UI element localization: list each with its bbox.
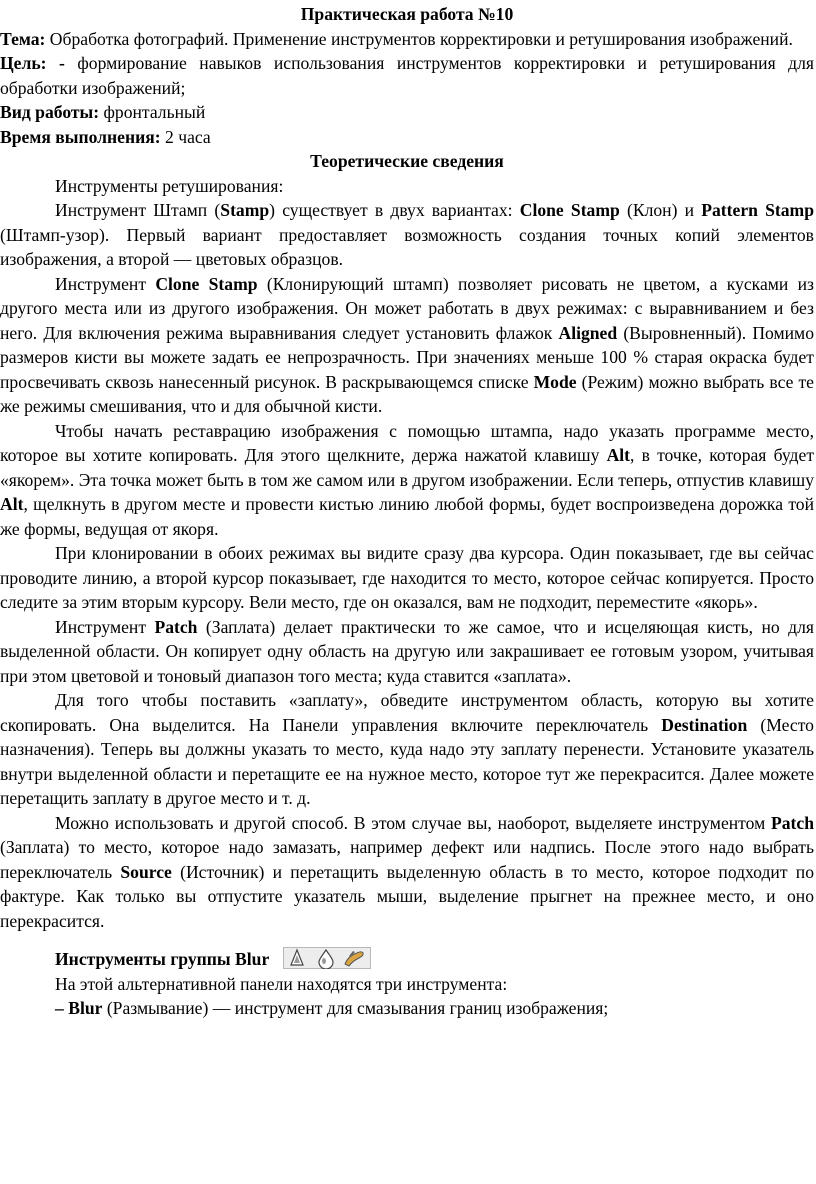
term-stamp: Stamp (220, 200, 270, 220)
paragraph-stamp (0, 198, 814, 272)
text-run: Инструмент (55, 616, 155, 637)
paragraph-destination (0, 688, 814, 811)
term-mode: Mode (533, 371, 577, 392)
time-label: Время выполнения: (0, 126, 161, 147)
time-line (0, 125, 814, 150)
work-type-label: Вид работы: (0, 102, 100, 122)
term-pattern-stamp: Pattern Stamp (701, 200, 814, 220)
text-run: (Размывание) — инструмент для смазывания границ изображения; (102, 998, 609, 1018)
term-patch: Patch (771, 812, 814, 833)
text-run: (Клонирующий штамп) позволяет рисовать не цветом, а кусками из другого места или из другого изображения. Он может работать в двух режимах: с выравниванием и без него. Для включения режима выравнивания следует установить флажок (0, 273, 814, 343)
text-run: (Заплата) то место, которое надо замазать, например дефект или надпись. После этого надо выбрать переключатель (0, 837, 814, 882)
term-aligned: Aligned (558, 322, 618, 343)
goal-text: формирование навыков использования инструментов корректировки и ретуширования для обработки изображений; (0, 53, 814, 98)
text-run: (Режим) можно выбрать все те же режимы смешивания, что и для обычной кисти. (0, 371, 814, 416)
term-source: Source (120, 861, 172, 882)
blur-toolbar-image (283, 947, 371, 969)
term-alt: Alt (606, 445, 631, 465)
term-clone-stamp: Clone Stamp (155, 273, 258, 294)
work-type-text: фронтальный (99, 102, 206, 122)
text-run: Чтобы начать реставрацию изображения с помощью штампа, надо указать программе место, которое вы хотите копировать. Для этого щелкните, держа нажатой клавишу (0, 420, 814, 465)
list-dash: – (55, 998, 69, 1018)
list-item-blur (0, 996, 814, 1021)
text-run: Инструмент (55, 273, 156, 294)
topic-label: Тема: (0, 28, 46, 49)
text-run: Инструмент Штамп ( (55, 200, 221, 220)
section-title: Теоретические сведения (310, 151, 504, 171)
text-run: ) существует в двух вариантах: (269, 200, 520, 220)
text-run: , в точке, которая будет «якорем». Эта точка может быть в том же самом или в другом изображении. Если теперь, отпустив клавишу (0, 445, 815, 490)
term-alt: Alt (0, 494, 24, 514)
term-clone-stamp: Clone Stamp (519, 200, 620, 220)
paragraph-panel: На этой альтернативной панели находятся три инструмента: (55, 973, 508, 994)
paragraph-source (0, 811, 814, 934)
text-run: Можно использовать и другой способ. В этом случае вы, наоборот, выделяете инструментом (55, 812, 771, 833)
document-title: Практическая работа №10 (300, 4, 514, 24)
blur-heading-text: Инструменты группы Blur (55, 949, 270, 969)
topic-text: Обработка фотографий. Применение инструментов корректировки и ретуширования изображений. (45, 28, 793, 49)
time-text: 2 часа (160, 126, 211, 147)
text-run: (Выровненный). Помимо размеров кисти вы можете задать ее непрозрачность. При значениях меньше 100 % старая окраска будет просвечивать сквозь нанесенный рисунок. В раскрывающемся списке (0, 322, 814, 392)
text-run: (Место назначения). Теперь вы должны указать то место, куда надо эту заплату перенести. Установите указатель внутри выделенной области и перетащите ее на нужное место, которое тут же перекрасится. Далее можете перетащить заплату в другое место и т. д. (0, 714, 814, 808)
topic-line (0, 27, 814, 52)
paragraph-clone-stamp (0, 272, 814, 419)
text-run: (Клон) и (619, 200, 702, 220)
paragraph-intro: Инструменты ретуширования: (55, 175, 284, 196)
text-run: (Источник) и перетащить выделенную область в то место, которое подходит по фактуре. Как только вы отпустите указатель мыши, выделение прыгнет на прежнее место, и оно перекрасится. (0, 861, 814, 931)
blur-tools-heading (0, 947, 814, 972)
paragraph-cursors: При клонировании в обоих режимах вы видите сразу два курсора. Один показывает, где вы сейчас проводите линию, а второй курсор показывает, где находится то место, которое сейчас копируется. Просто следите за этим вторым курсору. Вели место, где он оказался, вам не подходит, переместите «якорь». (0, 543, 814, 612)
text-run: , щелкнуть в другом месте и провести кистью линию любой формы, будет воспроизведена дорожка той же формы, ведущая от якоря. (0, 494, 814, 539)
goal-line (0, 51, 814, 100)
work-type-line (0, 100, 814, 125)
text-run: Для того чтобы поставить «заплату», обведите инструментом область, которую вы хотите скопировать. Она выделится. На Панели управления включите переключатель (0, 690, 814, 735)
term-blur: Blur (68, 998, 103, 1018)
text-run: (Штамп-узор). Первый вариант предоставляет возможность создания точных копий элементов изображения, а второй — цветовых образцов. (0, 224, 814, 269)
term-patch: Patch (154, 616, 198, 637)
text-run: (Заплата) делает практически то же самое, что и исцеляющая кисть, но для выделенной области. Он копирует одну область на другую или закрашивает ее готовым узором, учитывая при этом цветовой и тоновый диапазон того места; куда ставится «заплата». (0, 616, 814, 686)
term-destination: Destination (661, 714, 748, 735)
paragraph-restoration (0, 419, 814, 542)
goal-label: Цель: - (0, 53, 65, 73)
paragraph-patch (0, 615, 814, 689)
